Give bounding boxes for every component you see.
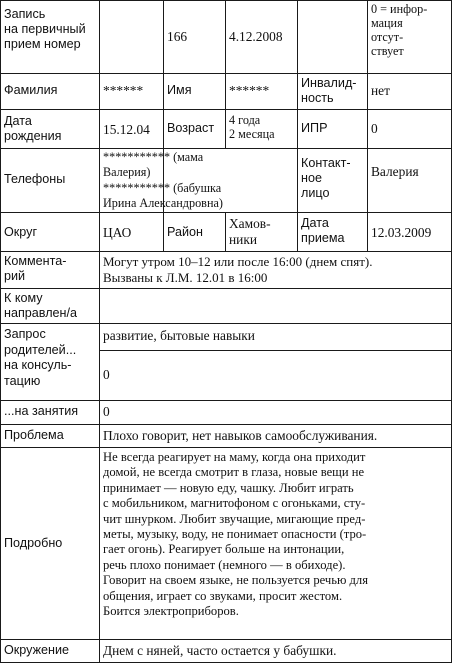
record-date: 4.12.2008 [229,29,283,44]
contact-person-value: Валерия [371,164,419,179]
comment-value: Могут утром 10–12 или после 16:00 (днем спят). Вызваны к Л.М. 12.01 в 16:00 [103,254,373,285]
name-label: Имя [167,83,192,97]
area-value: Хамов- ники [229,216,271,247]
environment-value: Днем с няней, часто остается у бабушки. [103,643,337,658]
classes-label: ...на занятия [4,404,79,418]
problem-label: Проблема [4,428,64,442]
age-label: Возраст [167,121,215,135]
details-value: Не всегда реагирует на маму, когда она приходит домой, не всегда смотрит в глаза, новые вещи не принимает — новую еду, чашку. Любит играть с мобильником, магнитофоном с огоньками, сту- чит шнурком. Любит звучащие, мигающие пред- меты, музыку, воду, не понимает опасности (тро- гает огонь). Реагирует больше на интонации, речь плохо понимает (немного — в обиходе). Говорит на своем языке, не пользуется речью для общения, играет со звуками, просит жестом. Боится электроприборов. [103,450,369,619]
record-label: Запись на первичный прием номер [4,7,86,51]
district-value: ЦАО [103,225,132,240]
environment-label: Окружение [4,643,70,657]
record-number: 166 [167,29,188,44]
missing-info-note: 0 = инфор- мация отсут- ствует [371,2,428,58]
consult-request-extra-value: 0 [103,367,110,382]
birth-date-value: 15.12.04 [103,122,150,137]
details-label: Подробно [4,536,63,550]
visit-date-label: Дата приема [301,216,345,245]
comment-label: Коммента- рий [4,254,67,283]
area-label: Район [167,225,203,239]
surname-label: Фамилия [4,83,58,97]
phones-value: *********** (мама Валерия) *********** (бабушка Ирина Александровна) [103,150,223,210]
birth-date-label: Дата рождения [4,114,62,143]
ipr-label: ИПР [301,121,328,135]
problem-value: Плохо говорит, нет навыков самообслуживания. [103,428,378,443]
referred-to-label: К кому направлен/а [4,291,77,320]
district-label: Округ [4,225,38,239]
phones-label: Телефоны [4,172,66,186]
surname-value: ****** [103,83,144,98]
age-value: 4 года 2 месяца [229,113,275,141]
consult-request-label: Запрос родителей... на консуль- тацию [4,327,77,388]
name-value: ****** [229,83,270,98]
contact-person-label: Контакт- ное лицо [301,156,351,200]
disability-value: нет [371,83,390,98]
ipr-value: 0 [371,121,378,136]
disability-label: Инвалид- ность [301,76,357,105]
classes-value: 0 [103,404,110,419]
consult-request-value: развитие, бытовые навыки [103,328,255,343]
visit-date-value: 12.03.2009 [371,225,432,240]
